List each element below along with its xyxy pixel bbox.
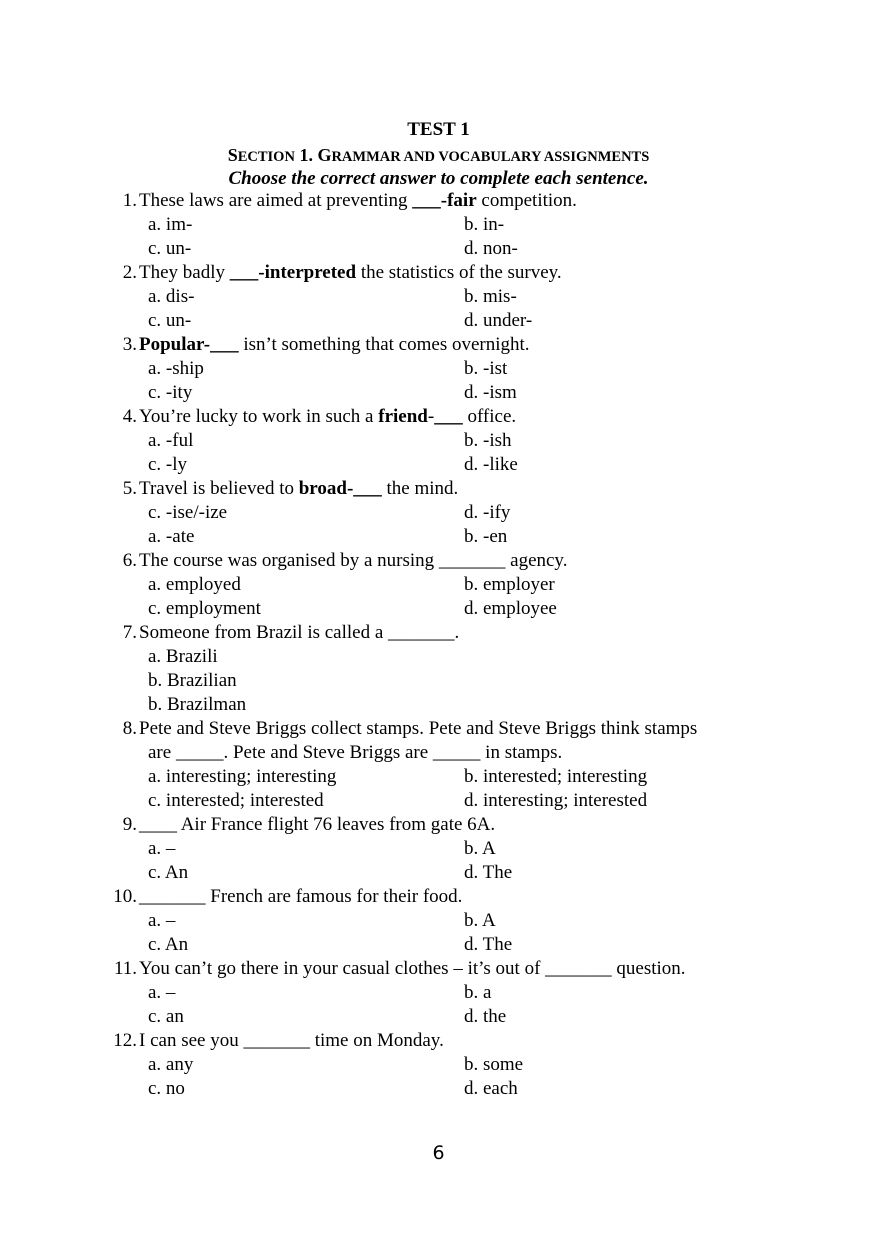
question-text-part: Travel is believed to xyxy=(139,478,299,499)
question-7 xyxy=(0,621,877,645)
option-b[interactable]: b. -ish xyxy=(464,430,512,451)
question-8 xyxy=(0,717,877,741)
option-a[interactable]: a. im- xyxy=(148,214,193,235)
option-c[interactable]: c. -ly xyxy=(148,454,188,475)
option-d[interactable]: d. non- xyxy=(464,238,518,259)
option-a[interactable]: a. employed xyxy=(148,574,241,595)
option-c[interactable]: c. An xyxy=(148,934,189,955)
option-d[interactable]: d. -ify xyxy=(464,502,511,523)
option-a[interactable]: a. – xyxy=(148,982,176,1003)
question-text xyxy=(139,405,516,429)
option-d[interactable]: d. The xyxy=(464,934,513,955)
option-a[interactable]: a. -ate xyxy=(148,526,195,547)
option-a[interactable]: a. Brazili xyxy=(148,646,218,667)
option-a[interactable]: a. -ship xyxy=(148,358,204,379)
option-row xyxy=(0,1005,877,1029)
option-row xyxy=(0,213,877,237)
question-text: The course was organised by a nursing _______ agency. xyxy=(139,550,568,571)
question-text-part: They badly xyxy=(139,262,230,283)
option-row xyxy=(0,669,877,693)
question-text xyxy=(139,477,458,501)
question-number: 2. xyxy=(122,262,137,283)
section-heading-number: 1. xyxy=(294,145,318,165)
option-b[interactable]: b. Brazilian xyxy=(148,670,237,691)
option-row xyxy=(0,909,877,933)
option-a[interactable]: a. dis- xyxy=(148,286,195,307)
option-row xyxy=(0,837,877,861)
question-3 xyxy=(0,333,877,357)
option-b[interactable]: b. -en xyxy=(464,526,508,547)
question-text xyxy=(139,189,577,213)
question-keyword: friend xyxy=(378,406,428,427)
option-row xyxy=(0,453,877,477)
option-row xyxy=(0,789,877,813)
question-text: Pete and Steve Briggs collect stamps. Pete and Steve Briggs think stamps xyxy=(139,718,698,739)
option-row xyxy=(0,525,877,549)
option-row xyxy=(0,1053,877,1077)
question-keyword: ___-interpreted xyxy=(229,262,357,283)
question-keyword: ___-fair xyxy=(412,190,477,211)
option-d[interactable]: d. employee xyxy=(464,598,557,619)
option-row xyxy=(0,1077,877,1101)
instruction-text: Choose the correct answer to complete each sentence. xyxy=(228,168,649,189)
option-row xyxy=(0,573,877,597)
option-c[interactable]: c. an xyxy=(148,1006,184,1027)
question-number: 6. xyxy=(122,550,137,571)
page-number: 6 xyxy=(432,1142,445,1164)
option-a[interactable]: a. any xyxy=(148,1054,194,1075)
question-text: You can’t go there in your casual clothes – it’s out of _______ question. xyxy=(139,958,686,979)
question-list xyxy=(0,189,877,1101)
question-5 xyxy=(0,477,877,501)
option-d[interactable]: d. each xyxy=(464,1078,518,1099)
option-c[interactable]: c. interested; interested xyxy=(148,790,324,811)
question-keyword: Popular-___ xyxy=(139,334,239,355)
question-number: 8. xyxy=(122,718,137,739)
question-text-part: the mind. xyxy=(381,478,459,499)
option-b-second[interactable]: b. Brazilman xyxy=(148,694,247,715)
question-keyword: broad-___ xyxy=(298,478,382,499)
question-number: 4. xyxy=(122,406,137,427)
question-text xyxy=(139,333,530,357)
question-4 xyxy=(0,405,877,429)
option-b[interactable]: b. some xyxy=(464,1054,524,1075)
question-text-part: office. xyxy=(462,406,517,427)
option-b[interactable]: b. interested; interesting xyxy=(464,766,648,787)
option-c[interactable]: c. employment xyxy=(148,598,261,619)
option-d[interactable]: d. The xyxy=(464,862,513,883)
option-c[interactable]: c. un- xyxy=(148,310,192,331)
option-row xyxy=(0,645,877,669)
question-number: 3. xyxy=(122,334,137,355)
option-row xyxy=(0,933,877,957)
option-c[interactable]: c. un- xyxy=(148,238,192,259)
question-text: _______ French are famous for their food. xyxy=(139,886,463,907)
question-6 xyxy=(0,549,877,573)
question-number: 7. xyxy=(122,622,137,643)
option-row xyxy=(0,237,877,261)
question-text xyxy=(139,261,562,285)
option-row xyxy=(0,693,877,717)
question-text-part: isn’t something that comes overnight. xyxy=(238,334,530,355)
question-number: 5. xyxy=(122,478,137,499)
option-row xyxy=(0,429,877,453)
option-b[interactable]: b. -ist xyxy=(464,358,508,379)
option-c[interactable]: c. -ity xyxy=(148,382,193,403)
option-a[interactable]: a. – xyxy=(148,910,176,931)
question-text: I can see you _______ time on Monday. xyxy=(139,1030,444,1051)
question-number: 9. xyxy=(122,814,137,835)
option-d[interactable]: d. -like xyxy=(464,454,518,475)
question-11 xyxy=(0,957,877,981)
question-text-part: - xyxy=(427,406,435,427)
option-b[interactable]: b. A xyxy=(464,910,496,931)
option-row xyxy=(0,861,877,885)
test-title: TEST 1 xyxy=(407,119,470,140)
option-c[interactable]: c. -ise/-ize xyxy=(148,502,228,523)
question-text-part: the statistics of the survey. xyxy=(356,262,562,283)
option-b[interactable]: b. A xyxy=(464,838,496,859)
question-number: 10. xyxy=(113,886,137,907)
question-number: 12. xyxy=(113,1030,137,1051)
section-heading-ection: ECTION xyxy=(237,149,295,165)
question-text-continued: are _____. Pete and Steve Briggs are _____ in stamps. xyxy=(148,742,563,763)
option-a[interactable]: a. – xyxy=(148,838,176,859)
option-row xyxy=(0,765,877,789)
option-row xyxy=(0,357,877,381)
option-b[interactable]: b. in- xyxy=(464,214,505,235)
option-d[interactable]: d. -ism xyxy=(464,382,517,403)
question-text: ____ Air France flight 76 leaves from gate 6A. xyxy=(139,814,496,835)
option-a[interactable]: a. interesting; interesting xyxy=(148,766,337,787)
question-10 xyxy=(0,885,877,909)
option-row xyxy=(0,501,877,525)
option-a[interactable]: a. -ful xyxy=(148,430,194,451)
question-text-part: competition. xyxy=(476,190,577,211)
option-row xyxy=(0,309,877,333)
question-12 xyxy=(0,1029,877,1053)
section-heading xyxy=(0,144,877,168)
option-row xyxy=(0,381,877,405)
option-d[interactable]: d. under- xyxy=(464,310,533,331)
question-9 xyxy=(0,813,877,837)
section-heading-rest: RAMMAR AND VOCABULARY ASSIGNMENTS xyxy=(331,149,650,165)
question-1 xyxy=(0,189,877,213)
option-d[interactable]: d. the xyxy=(464,1006,507,1027)
question-2 xyxy=(0,261,877,285)
option-row xyxy=(0,285,877,309)
option-row xyxy=(0,597,877,621)
question-text-part: You’re lucky to work in such a xyxy=(139,406,379,427)
option-b[interactable]: b. a xyxy=(464,982,492,1003)
option-b[interactable]: b. employer xyxy=(464,574,555,595)
question-number: 11. xyxy=(113,958,137,979)
question-number: 1. xyxy=(122,190,137,211)
option-c[interactable]: c. no xyxy=(148,1078,185,1099)
section-heading-g: G xyxy=(317,145,332,165)
question-text: Someone from Brazil is called a _______. xyxy=(139,622,460,643)
option-d[interactable]: d. interesting; interested xyxy=(464,790,648,811)
question-8-continued xyxy=(0,741,877,765)
question-text-part: These laws are aimed at preventing xyxy=(139,190,413,211)
option-row xyxy=(0,981,877,1005)
section-heading-s: S xyxy=(227,145,238,165)
option-b[interactable]: b. mis- xyxy=(464,286,517,307)
question-blank: ___ xyxy=(434,406,463,427)
option-c[interactable]: c. An xyxy=(148,862,189,883)
